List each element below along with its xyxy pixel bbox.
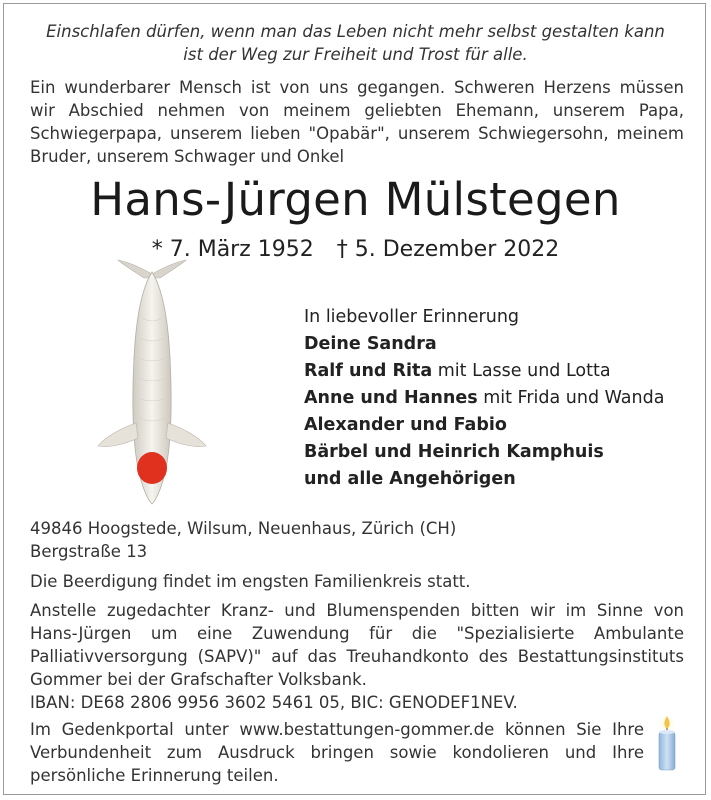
- death-date: † 5. Dezember 2022: [336, 237, 560, 262]
- mourner-row: [304, 385, 664, 412]
- mourner-names: Deine Sandra: [304, 334, 437, 354]
- donation-line: Gommer bei der Grafschafter Volksbank.: [30, 670, 367, 689]
- portal-line: Im Gedenkportal unter www.bestattungen-gommer.de können Sie Ihre: [30, 720, 644, 739]
- mourner-row: [304, 358, 664, 385]
- mourner-row: [304, 412, 664, 439]
- memorial-portal-text: [30, 718, 644, 787]
- koi-fin-left: [98, 423, 138, 447]
- funeral-notice: Die Beerdigung findet im engsten Familienkreis statt.: [30, 572, 471, 591]
- donation-line: Palliativversorgung (SAPV)" auf das Treuhandkonto des Bestattungsinstituts: [30, 647, 684, 666]
- donation-line: Hans-Jürgen um eine Zuwendung für die "Spezialisierte Ambulante: [30, 624, 684, 643]
- mourner-names: Anne und Hannes: [304, 388, 478, 408]
- candle-icon: [650, 712, 684, 774]
- mourner-extra: mit Frida und Wanda: [477, 388, 665, 408]
- mourner-names: Alexander und Fabio: [304, 415, 507, 435]
- koi-fin-right: [166, 423, 206, 447]
- koi-red-spot: [137, 452, 167, 484]
- donation-request: [30, 599, 684, 714]
- bank-details: IBAN: DE68 2806 9956 3602 5461 05, BIC: GENODEF1NEV.: [30, 693, 518, 712]
- candle-body: [659, 732, 675, 770]
- deceased-name: Hans-Jürgen Mülstegen: [90, 173, 621, 226]
- mourner-row: [304, 439, 664, 466]
- koi-fish-icon: [92, 258, 212, 508]
- donation-line: Anstelle zugedachter Kranz- und Blumenspenden bitten wir im Sinne von: [30, 601, 684, 620]
- mourner-row: [304, 331, 664, 358]
- candle-top: [659, 730, 675, 734]
- mourner-names: Ralf und Rita: [304, 361, 433, 381]
- portal-line: Verbundenheit zum Ausdruck bringen sowie kondolieren und Ihre: [30, 743, 644, 762]
- portal-line: persönliche Erinnerung teilen.: [30, 766, 279, 785]
- intro-line: Bruder, unserem Schwager und Onkel: [30, 147, 345, 166]
- quote-line: Einschlafen dürfen, wenn man das Leben nicht mehr selbst gestalten kann: [46, 22, 665, 41]
- address-line: 49846 Hoogstede, Wilsum, Neuenhaus, Zürich (CH): [30, 519, 457, 538]
- mourner-row: [304, 466, 664, 493]
- mourners-list: [304, 304, 664, 493]
- address-line: Bergstraße 13: [30, 542, 148, 561]
- mourner-names: Bärbel und Heinrich Kamphuis: [304, 442, 604, 462]
- birth-date: * 7. März 1952: [151, 237, 314, 262]
- intro-line: Ein wunderbarer Mensch ist von uns gegangen. Schweren Herzens müssen: [30, 78, 684, 97]
- family-address: [30, 517, 456, 563]
- mourners-heading: In liebevoller Erinnerung: [304, 307, 520, 327]
- epigraph-quote: [0, 20, 711, 66]
- quote-line: ist der Weg zur Freiheit und Trost für alle.: [183, 45, 528, 64]
- intro-line: Schwiegerpapa, unserem lieben "Opabär", unserem Schwiegersohn, meinem: [30, 124, 684, 143]
- mourner-names: und alle Angehörigen: [304, 469, 516, 489]
- intro-text: [30, 76, 684, 168]
- intro-line: wir Abschied nehmen von meinem geliebten Ehemann, unserem Papa,: [30, 101, 684, 120]
- mourner-extra: mit Lasse und Lotta: [432, 361, 611, 381]
